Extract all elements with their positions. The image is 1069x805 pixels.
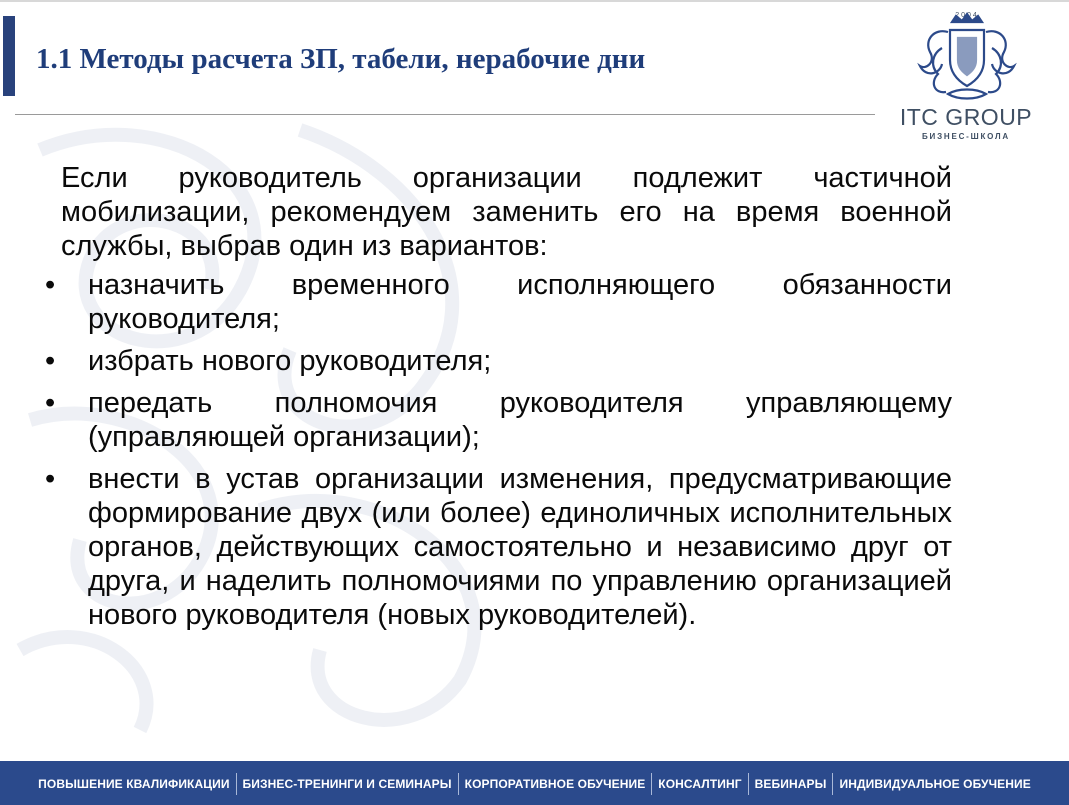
logo-subtitle: БИЗНЕС-ШКОЛА [921,132,1010,141]
list-item-text: внести в устав организации изменения, предусматривающие формирование двух (или более) единоличных исполнительных органов, действующих самостоятельно и независимо друг от друга, и наделить полномочиями по управлению организацией нового руководителя (новых руководителей). [88,463,952,631]
top-border [0,0,1069,2]
slide-body [45,161,952,640]
list-item [45,462,952,632]
bullet-icon: • [45,345,56,377]
logo-name: ITC GROUP [899,104,1033,130]
footer-link-corporate[interactable]: КОРПОРАТИВНОЕ ОБУЧЕНИЕ [464,777,646,791]
options-list [45,268,952,632]
bullet-icon: • [45,269,56,301]
title-accent-bar [3,16,15,96]
footer-bar [0,761,1069,805]
footer-link-webinars[interactable]: ВЕБИНАРЫ [754,777,827,791]
title-divider [15,114,875,115]
footer-nav [0,772,1069,796]
bullet-icon: • [45,463,56,495]
list-item [45,268,952,336]
crest-emblem-icon [912,8,1022,108]
list-item-text: передать полномочия руководителя управляющему (управляющей организации); [88,387,952,453]
itc-group-logo [890,8,1050,148]
footer-link-individual[interactable]: ИНДИВИДУАЛЬНОЕ ОБУЧЕНИЕ [839,777,1031,791]
slide-title: 1.1 Методы расчета ЗП, табели, нерабочие дни [36,43,646,75]
list-item [45,344,952,378]
list-item [45,386,952,454]
list-item-text: избрать нового руководителя; [88,345,492,377]
footer-link-consulting[interactable]: КОНСАЛТИНГ [658,777,742,791]
list-item-text: назначить временного исполняющего обязанности руководителя; [88,269,952,335]
bullet-icon: • [45,387,56,419]
footer-link-trainings[interactable]: БИЗНЕС-ТРЕНИНГИ И СЕМИНАРЫ [242,777,452,791]
intro-paragraph: Если руководитель организации подлежит частичной мобилизации, рекомендуем заменить его на время военной службы, выбрав один из вариантов: [61,162,952,262]
footer-link-qualification[interactable]: ПОВЫШЕНИЕ КВАЛИФИКАЦИИ [38,777,230,791]
